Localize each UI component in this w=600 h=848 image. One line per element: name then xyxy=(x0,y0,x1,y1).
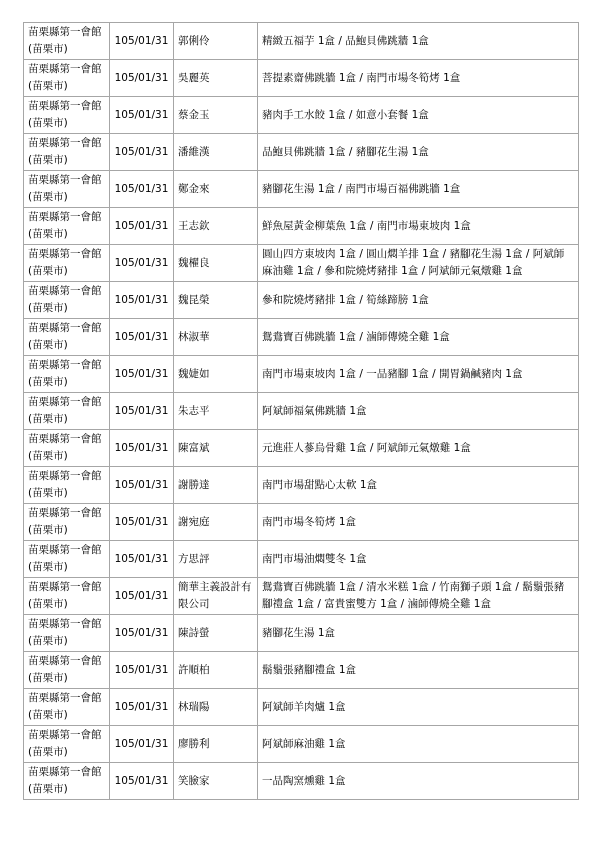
recipient-cell: 陳富斌 xyxy=(174,430,258,467)
table-row xyxy=(24,763,579,800)
date-cell: 105/01/31 xyxy=(110,97,174,134)
recipient-cell: 謝勝達 xyxy=(174,467,258,504)
table-row xyxy=(24,97,579,134)
items-cell: 鴛鴦寶百佛跳牆 1盒 / 滷師傳燒全雞 1盒 xyxy=(258,319,579,356)
date-cell: 105/01/31 xyxy=(110,541,174,578)
items-cell: 阿斌師福氣佛跳牆 1盒 xyxy=(258,393,579,430)
organization-cell: 苗栗縣第一會館(苗栗市) xyxy=(24,504,110,541)
organization-cell: 苗栗縣第一會館(苗栗市) xyxy=(24,60,110,97)
recipient-cell: 廖勝利 xyxy=(174,726,258,763)
organization-cell: 苗栗縣第一會館(苗栗市) xyxy=(24,97,110,134)
table-row xyxy=(24,689,579,726)
items-cell: 一品陶窯燻雞 1盒 xyxy=(258,763,579,800)
order-table-body xyxy=(24,23,579,800)
organization-cell: 苗栗縣第一會館(苗栗市) xyxy=(24,23,110,60)
date-cell: 105/01/31 xyxy=(110,356,174,393)
date-cell: 105/01/31 xyxy=(110,763,174,800)
organization-cell: 苗栗縣第一會館(苗栗市) xyxy=(24,356,110,393)
organization-cell: 苗栗縣第一會館(苗栗市) xyxy=(24,541,110,578)
organization-cell: 苗栗縣第一會館(苗栗市) xyxy=(24,245,110,282)
recipient-cell: 魏昆榮 xyxy=(174,282,258,319)
date-cell: 105/01/31 xyxy=(110,615,174,652)
recipient-cell: 蔡金玉 xyxy=(174,97,258,134)
recipient-cell: 潘維漢 xyxy=(174,134,258,171)
recipient-cell: 林瑞陽 xyxy=(174,689,258,726)
table-row xyxy=(24,504,579,541)
organization-cell: 苗栗縣第一會館(苗栗市) xyxy=(24,134,110,171)
recipient-cell: 笑臉家 xyxy=(174,763,258,800)
recipient-cell: 吳麗英 xyxy=(174,60,258,97)
organization-cell: 苗栗縣第一會館(苗栗市) xyxy=(24,319,110,356)
date-cell: 105/01/31 xyxy=(110,23,174,60)
date-cell: 105/01/31 xyxy=(110,652,174,689)
table-row xyxy=(24,282,579,319)
organization-cell: 苗栗縣第一會館(苗栗市) xyxy=(24,282,110,319)
table-row xyxy=(24,134,579,171)
date-cell: 105/01/31 xyxy=(110,467,174,504)
recipient-cell: 謝宛庭 xyxy=(174,504,258,541)
date-cell: 105/01/31 xyxy=(110,245,174,282)
table-row xyxy=(24,726,579,763)
items-cell: 豬肉手工水餃 1盒 / 如意小套餐 1盒 xyxy=(258,97,579,134)
date-cell: 105/01/31 xyxy=(110,282,174,319)
table-row xyxy=(24,615,579,652)
table-row xyxy=(24,541,579,578)
table-row xyxy=(24,319,579,356)
organization-cell: 苗栗縣第一會館(苗栗市) xyxy=(24,652,110,689)
date-cell: 105/01/31 xyxy=(110,319,174,356)
items-cell: 品鮑貝佛跳牆 1盒 / 豬腳花生湯 1盒 xyxy=(258,134,579,171)
date-cell: 105/01/31 xyxy=(110,134,174,171)
items-cell: 菩提素齋佛跳牆 1盒 / 南門市場冬筍烤 1盒 xyxy=(258,60,579,97)
recipient-cell: 方思評 xyxy=(174,541,258,578)
table-row xyxy=(24,393,579,430)
recipient-cell: 魏櫂良 xyxy=(174,245,258,282)
recipient-cell: 林淑華 xyxy=(174,319,258,356)
recipient-cell: 朱志平 xyxy=(174,393,258,430)
table-row xyxy=(24,430,579,467)
recipient-cell: 陳詩螢 xyxy=(174,615,258,652)
table-row xyxy=(24,356,579,393)
items-cell: 南門市場甜點心太軟 1盒 xyxy=(258,467,579,504)
items-cell: 鮮魚屋黃金柳葉魚 1盒 / 南門市場東坡肉 1盒 xyxy=(258,208,579,245)
items-cell: 圓山四方東坡肉 1盒 / 圓山燜羊排 1盒 / 豬腳花生湯 1盒 / 阿斌師麻油雞 1盒 / 參和院燒烤豬排 1盒 / 阿斌師元氣燉雞 1盒 xyxy=(258,245,579,282)
items-cell: 南門市場油燜雙冬 1盒 xyxy=(258,541,579,578)
items-cell: 南門市場冬筍烤 1盒 xyxy=(258,504,579,541)
recipient-cell: 簡華主義設計有限公司 xyxy=(174,578,258,615)
items-cell: 元進莊人蔘烏骨雞 1盒 / 阿斌師元氣燉雞 1盒 xyxy=(258,430,579,467)
organization-cell: 苗栗縣第一會館(苗栗市) xyxy=(24,467,110,504)
organization-cell: 苗栗縣第一會館(苗栗市) xyxy=(24,208,110,245)
date-cell: 105/01/31 xyxy=(110,171,174,208)
order-table xyxy=(23,22,579,800)
table-row xyxy=(24,652,579,689)
table-row xyxy=(24,467,579,504)
organization-cell: 苗栗縣第一會館(苗栗市) xyxy=(24,171,110,208)
date-cell: 105/01/31 xyxy=(110,430,174,467)
date-cell: 105/01/31 xyxy=(110,208,174,245)
items-cell: 鴛鴦寶百佛跳牆 1盒 / 清水米糕 1盒 / 竹南獅子頭 1盒 / 鬍鬚張豬腳禮盒 1盒 / 富貴蜜雙方 1盒 / 滷師傳燒全雞 1盒 xyxy=(258,578,579,615)
recipient-cell: 魏婕如 xyxy=(174,356,258,393)
items-cell: 精緻五福芋 1盒 / 品鮑貝佛跳牆 1盒 xyxy=(258,23,579,60)
organization-cell: 苗栗縣第一會館(苗栗市) xyxy=(24,578,110,615)
recipient-cell: 王志欽 xyxy=(174,208,258,245)
recipient-cell: 許順柏 xyxy=(174,652,258,689)
items-cell: 南門市場東坡肉 1盒 / 一品豬腳 1盒 / 開胃鍋鹹豬肉 1盒 xyxy=(258,356,579,393)
date-cell: 105/01/31 xyxy=(110,578,174,615)
items-cell: 阿斌師麻油雞 1盒 xyxy=(258,726,579,763)
date-cell: 105/01/31 xyxy=(110,393,174,430)
items-cell: 豬腳花生湯 1盒 xyxy=(258,615,579,652)
recipient-cell: 郭俐伶 xyxy=(174,23,258,60)
recipient-cell: 鄭金來 xyxy=(174,171,258,208)
date-cell: 105/01/31 xyxy=(110,504,174,541)
organization-cell: 苗栗縣第一會館(苗栗市) xyxy=(24,430,110,467)
table-row xyxy=(24,578,579,615)
items-cell: 參和院燒烤豬排 1盒 / 筍絲蹄膀 1盒 xyxy=(258,282,579,319)
date-cell: 105/01/31 xyxy=(110,726,174,763)
table-row xyxy=(24,60,579,97)
organization-cell: 苗栗縣第一會館(苗栗市) xyxy=(24,726,110,763)
table-row xyxy=(24,171,579,208)
organization-cell: 苗栗縣第一會館(苗栗市) xyxy=(24,689,110,726)
items-cell: 鬍鬚張豬腳禮盒 1盒 xyxy=(258,652,579,689)
organization-cell: 苗栗縣第一會館(苗栗市) xyxy=(24,615,110,652)
table-row xyxy=(24,245,579,282)
organization-cell: 苗栗縣第一會館(苗栗市) xyxy=(24,393,110,430)
items-cell: 豬腳花生湯 1盒 / 南門市場百福佛跳牆 1盒 xyxy=(258,171,579,208)
table-row xyxy=(24,23,579,60)
items-cell: 阿斌師羊肉爐 1盒 xyxy=(258,689,579,726)
date-cell: 105/01/31 xyxy=(110,60,174,97)
table-row xyxy=(24,208,579,245)
date-cell: 105/01/31 xyxy=(110,689,174,726)
order-sheet xyxy=(23,22,579,800)
organization-cell: 苗栗縣第一會館(苗栗市) xyxy=(24,763,110,800)
